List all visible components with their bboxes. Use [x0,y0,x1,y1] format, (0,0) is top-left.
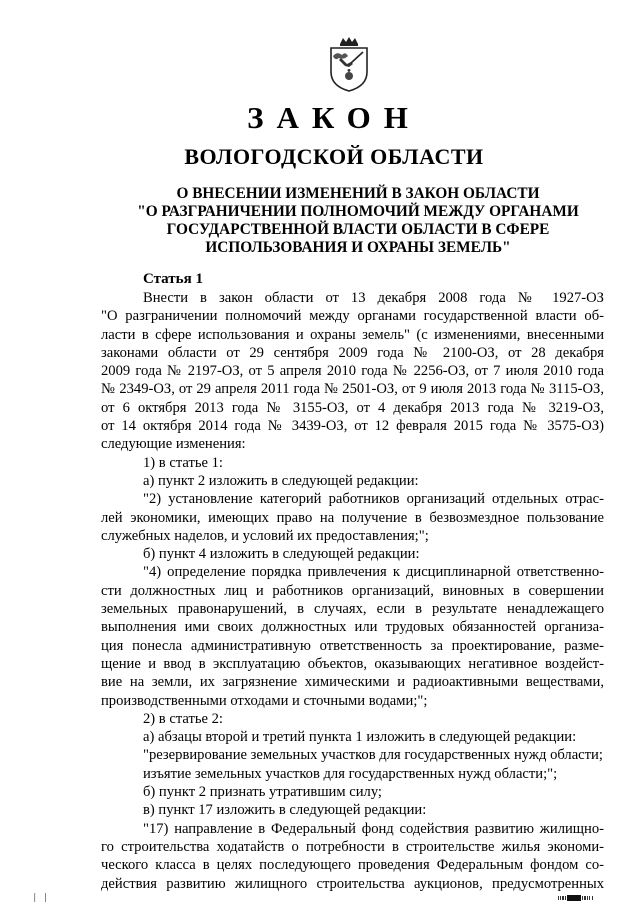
article-line: служебных наделов, и условий их предоставления;"; [101,527,429,544]
article-line: "2) установление категорий работников организаций отдельных отрас- [143,491,604,508]
article-line: а) пункт 2 изложить в следующей редакции: [143,472,419,489]
law-subtitle [118,185,598,257]
article-line: от 14 октября 2014 года № 3439-ОЗ, от 12 февраля 2015 года № 3575-ОЗ) [101,418,604,435]
article-heading: Статья 1 [143,271,203,287]
article-line: следующие изменения: [101,436,246,453]
article-line: го строительства ходатайств о потребности в строительстве жилья экономи- [101,838,604,855]
law-title: ЗАКОН [247,100,421,135]
article-line: выполнения ими своих должностных или трудовых обязанностей организа- [101,619,604,636]
article-line: лей экономики, имеющих право на получение в безвозмездное пользование [101,509,604,526]
article-line: производственными отходами и сточными водами;"; [101,692,428,709]
article-line: ческого класса в целях последующего проведения Федеральным фондом со- [101,857,604,874]
article-line: от 6 октября 2013 года № 3155-ОЗ, от 4 декабря 2013 года № 3219-ОЗ, [101,399,604,416]
article-line: а) абзацы второй и третий пункта 1 изложить в следующей редакции: [143,729,577,746]
article-line: вие на земли, их загрязнение химическими и радиоактивными веществами, [101,674,604,691]
subtitle-line: ГОСУДАРСТВЕННОЙ ВЛАСТИ ОБЛАСТИ В СФЕРЕ [166,221,550,238]
subtitle-line: ИСПОЛЬЗОВАНИЯ И ОХРАНЫ ЗЕМЕЛЬ" [205,239,511,256]
article-line: ция понесла административную ответственность за проектирование, разме- [101,637,604,654]
article-line: сти должностных лиц и работников организаций, виновных в совершении [101,582,604,599]
article-line: действия развитию жилищного строительства аукционов, предусмотренных [101,875,604,892]
article-body [101,289,604,893]
article-line: изъятие земельных участков для государственных нужд области;"; [143,765,558,782]
article-line: ласти в сфере использования и охраны земель" (с изменениями, внесенными [101,326,604,343]
article-line: 1) в статье 1: [143,454,223,471]
article-line: щение и ввод в эксплуатацию объектов, оказывающих негативное воздейст- [101,655,604,672]
region-title: ВОЛОГОДСКОЙ ОБЛАСТИ [184,144,484,169]
vologda-coat-of-arms-icon [327,36,371,92]
subtitle-line: О ВНЕСЕНИИ ИЗМЕНЕНИЙ В ЗАКОН ОБЛАСТИ [176,185,540,202]
article-line: "резервирование земельных участков для государственных нужд области; [143,747,603,764]
article-line: в) пункт 17 изложить в следующей редакции: [143,802,427,819]
footer-mark: | | [32,893,49,903]
article-line: б) пункт 2 признать утратившим силу; [143,784,382,801]
article-line: "17) направление в Федеральный фонд содействия развитию жилищно- [143,820,604,837]
article-line: законами области от 29 сентября 2009 года № 2100-ОЗ, от 28 декабря [101,344,604,361]
article-line: б) пункт 4 изложить в следующей редакции: [143,546,420,563]
article-line: земельных правонарушений, в случаях, если в результате ненадлежащего [101,601,604,618]
article-line: № 2349-ОЗ, от 29 апреля 2011 года № 2501-ОЗ, от 9 июля 2013 года № 3115-ОЗ, [101,381,604,398]
article-line: "4) определение порядка привлечения к дисциплинарной ответственно- [143,564,604,581]
article-line: 2) в статье 2: [143,710,223,727]
article-line: Внести в закон области от 13 декабря 2008 года № 1927-ОЗ [143,290,604,306]
barcode-icon [558,895,596,901]
article-line: "О разграничении полномочий между органами государственной власти об- [101,308,604,325]
subtitle-line: "О РАЗГРАНИЧЕНИИ ПОЛНОМОЧИЙ МЕЖДУ ОРГАНАМИ [137,203,579,220]
article-line: 2009 года № 2197-ОЗ, от 5 апреля 2010 года № 2256-ОЗ, от 7 июля 2010 года [101,363,604,380]
